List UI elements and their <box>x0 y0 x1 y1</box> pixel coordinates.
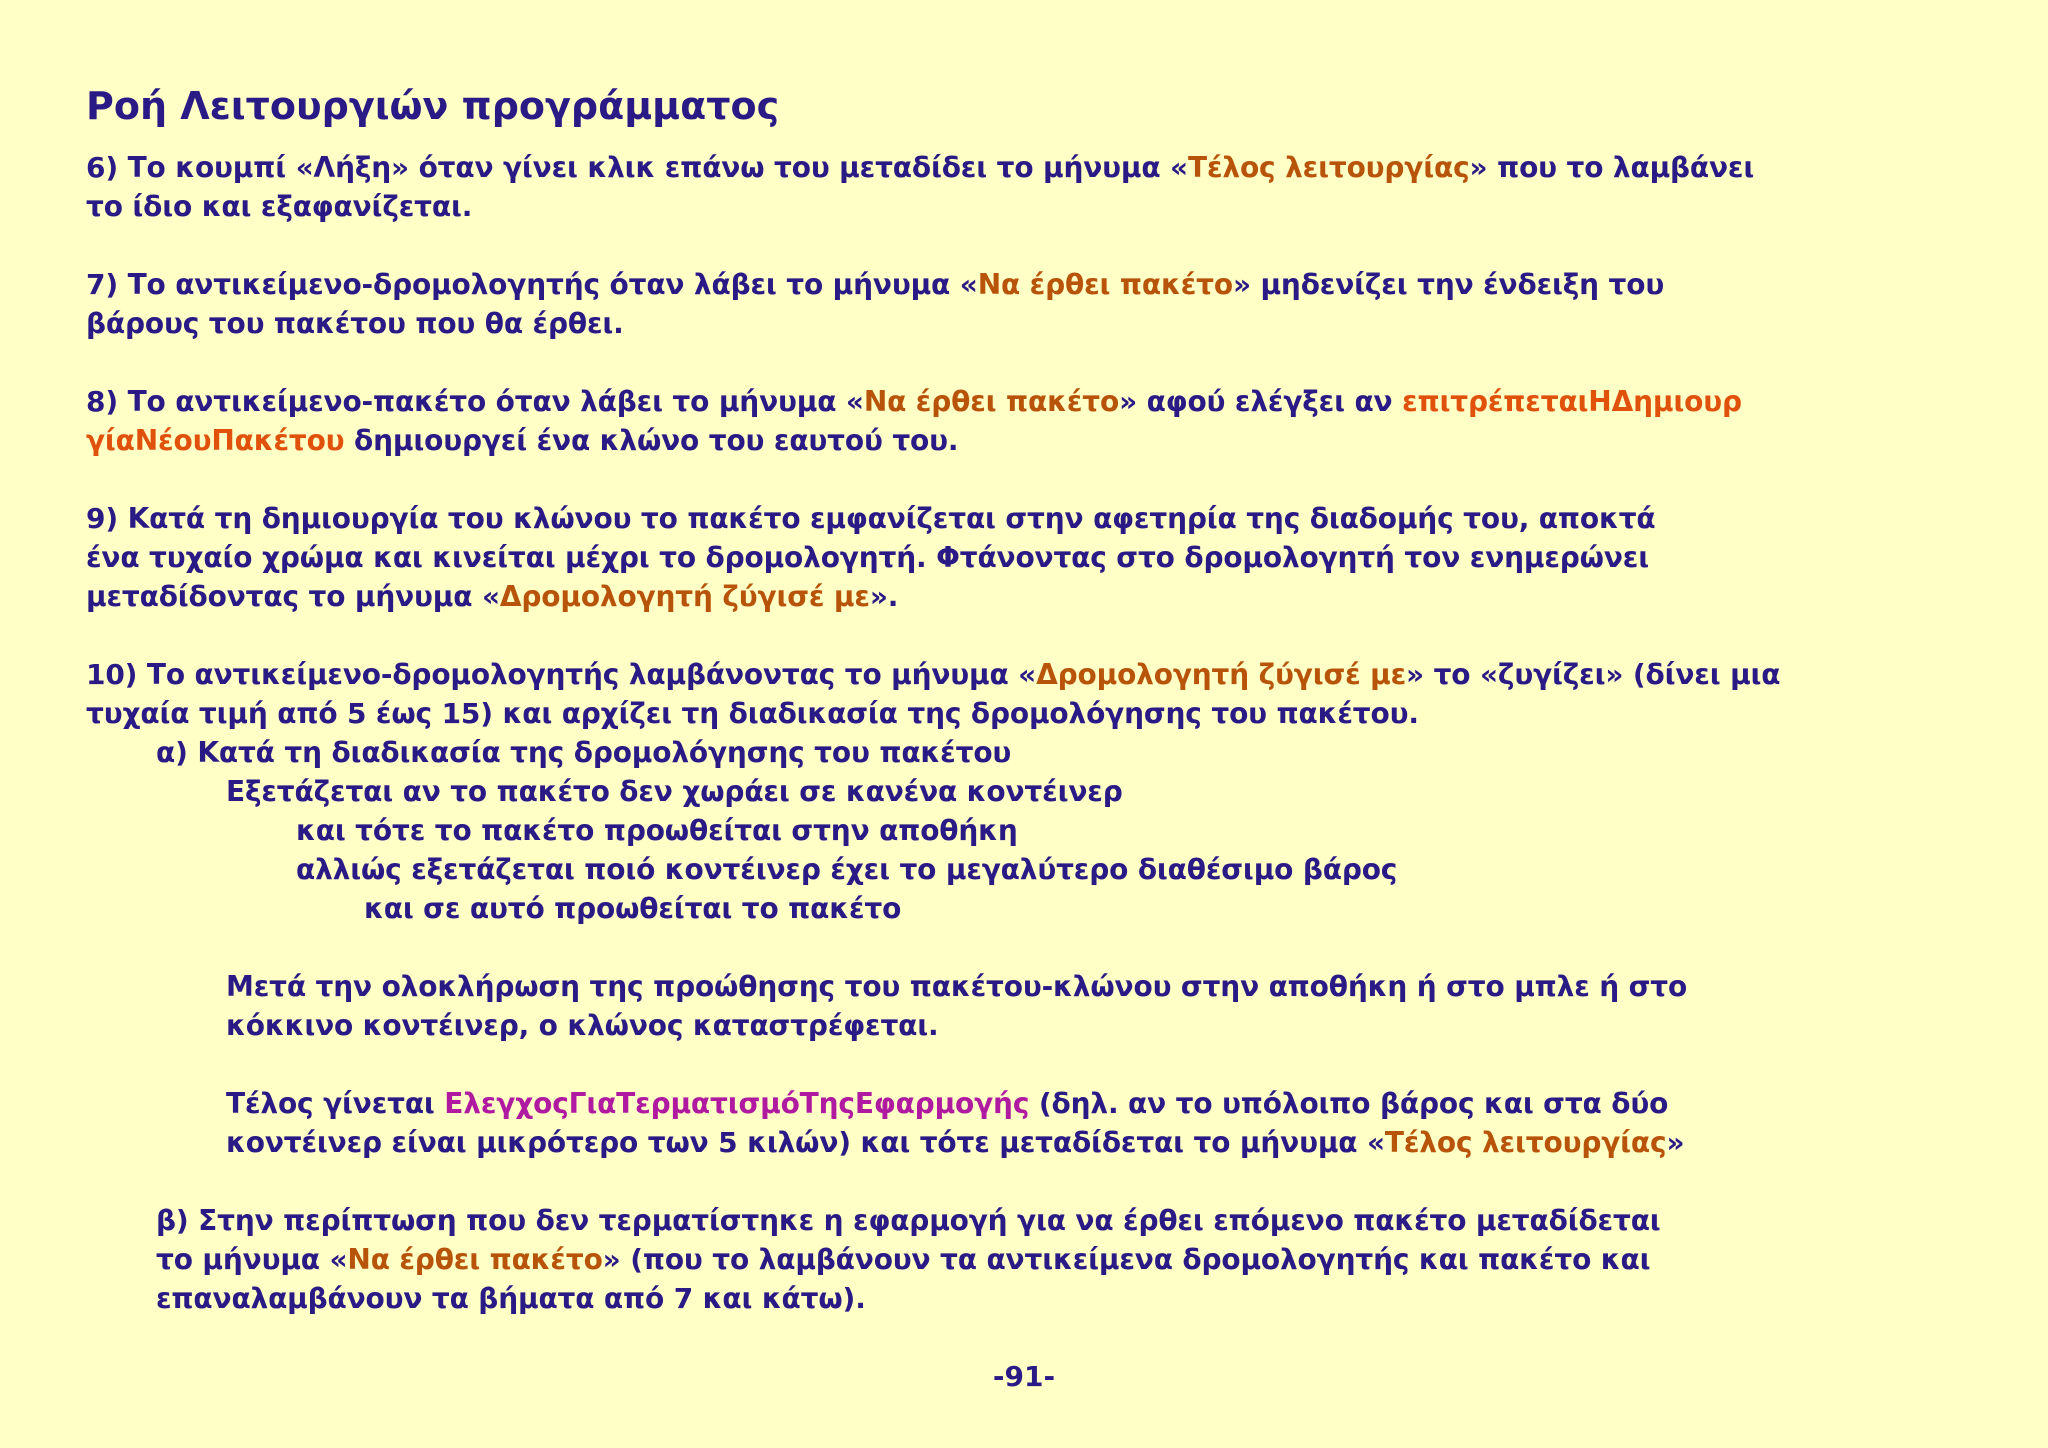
p8-message-packet: Να έρθει πακέτο <box>863 385 1120 418</box>
p9-text-tail: ». <box>869 580 899 613</box>
p10-sub-a-forward: και σε αυτό προωθείται το πακέτο <box>364 892 902 925</box>
p7-text-tail: » μηδενίζει την ένδειξη του <box>1232 268 1665 301</box>
p10-sub-b-message-packet: Να έρθει πακέτο <box>347 1243 603 1276</box>
p6-message-end: Τέλος λειτουργίας <box>1188 151 1470 184</box>
p10-sub-a-check: Εξετάζεται αν το πακέτο δεν χωράει σε κανένα κοντέινερ <box>226 775 1123 808</box>
p10-sub-a-else: αλλιώς εξετάζεται ποιό κοντέινερ έχει το μεγαλύτερο διαθέσιμο βάρος <box>296 853 1398 886</box>
p8-line-1 <box>86 382 1742 421</box>
p8-variable-part-2: γίαΝέουΠακέτου <box>86 424 345 457</box>
p8-text-tail: δημιουργεί ένα κλώνο του εαυτού του. <box>344 424 959 457</box>
p10-finally-text-2: κοντέινερ είναι μικρότερο των 5 κιλών) και τότε μεταδίδεται το μήνυμα « <box>226 1126 1385 1159</box>
p8-line-2 <box>86 421 958 460</box>
p10-sub-a-heading: α) Κατά τη διαδικασία της δρομολόγησης του πακέτου <box>156 736 1012 769</box>
p10-sub-b-line-2 <box>156 1240 1650 1279</box>
p10-termination-check: ΕλεγχοςΓιαΤερματισμόΤηςΕφαρμογής <box>444 1087 1030 1120</box>
p10-text-tail: » το «ζυγίζει» (δίνει μια <box>1406 658 1781 691</box>
page-title: Ροή Λειτουργιών προγράμματος <box>86 84 780 128</box>
p6-text: 6) Το κουμπί «Λήξη» όταν γίνει κλικ επάνω του μεταδίδει το μήνυμα « <box>86 151 1188 184</box>
p6-line-2: το ίδιο και εξαφανίζεται. <box>86 190 473 223</box>
p10-message-weigh: Δρομολογητή ζύγισέ με <box>1036 658 1407 691</box>
p10-after-line-1: Μετά την ολοκλήρωση της προώθησης του πακέτου-κλώνου στην αποθήκη ή στο μπλε ή στο <box>226 970 1688 1003</box>
p10-sub-a-warehouse: και τότε το πακέτο προωθείται στην αποθήκη <box>296 814 1018 847</box>
p9-line-2: ένα τυχαίο χρώμα και κινείται μέχρι το δρομολογητή. Φτάνοντας στο δρομολογητή τον ενημερώνει <box>86 541 1649 574</box>
p6-text-tail: » που το λαμβάνει <box>1469 151 1755 184</box>
p10-sub-b-text-tail: » (που το λαμβάνουν τα αντικείμενα δρομολογητής και πακέτο και <box>602 1243 1651 1276</box>
p10-finally-text-tail: (δηλ. αν το υπόλοιπο βάρος και στα δύο <box>1029 1087 1669 1120</box>
p10-line-2: τυχαία τιμή από 5 έως 15) και αρχίζει τη διαδικασία της δρομολόγησης του πακέτου. <box>86 697 1419 730</box>
p10-sub-b-line-1: β) Στην περίπτωση που δεν τερματίστηκε η εφαρμογή για να έρθει επόμενο πακέτο μεταδίδεται <box>156 1204 1661 1237</box>
p9-message-weigh: Δρομολογητή ζύγισέ με <box>499 580 870 613</box>
p9-line-3 <box>86 577 898 616</box>
p7-line-2: βάρους του πακέτου που θα έρθει. <box>86 307 624 340</box>
p8-variable-part-1: επιτρέπεταιΗΔημιουρ <box>1402 385 1742 418</box>
p10-after-line-2: κόκκινο κοντέινερ, ο κλώνος καταστρέφεται. <box>226 1009 939 1042</box>
p10-sub-b-line-3: επαναλαμβάνουν τα βήματα από 7 και κάτω). <box>156 1282 866 1315</box>
p10-finally-line-1 <box>226 1084 1668 1123</box>
p9-text: μεταδίδοντας το μήνυμα « <box>86 580 500 613</box>
p7-message-packet: Να έρθει πακέτο <box>977 268 1233 301</box>
page-number: -91- <box>992 1360 1056 1393</box>
p10-sub-b-text: το μήνυμα « <box>156 1243 348 1276</box>
p8-text: 8) Το αντικείμενο-πακέτο όταν λάβει το μήνυμα « <box>86 385 864 418</box>
p6-line-1 <box>86 148 1754 187</box>
p10-finally-line-2 <box>226 1123 1684 1162</box>
p10-text: 10) Το αντικείμενο-δρομολογητής λαμβάνοντας το μήνυμα « <box>86 658 1037 691</box>
p10-finally-text: Τέλος γίνεται <box>226 1087 445 1120</box>
p10-line-1 <box>86 655 1780 694</box>
p7-text: 7) Το αντικείμενο-δρομολογητής όταν λάβει το μήνυμα « <box>86 268 978 301</box>
p7-line-1 <box>86 265 1664 304</box>
p8-text-mid: » αφού ελέγξει αν <box>1119 385 1403 418</box>
p10-message-end: Τέλος λειτουργίας <box>1384 1126 1667 1159</box>
p9-line-1: 9) Κατά τη δημιουργία του κλώνου το πακέτο εμφανίζεται στην αφετηρία της διαδομής του, αποκτά <box>86 502 1656 535</box>
p10-finally-close: » <box>1666 1126 1685 1159</box>
